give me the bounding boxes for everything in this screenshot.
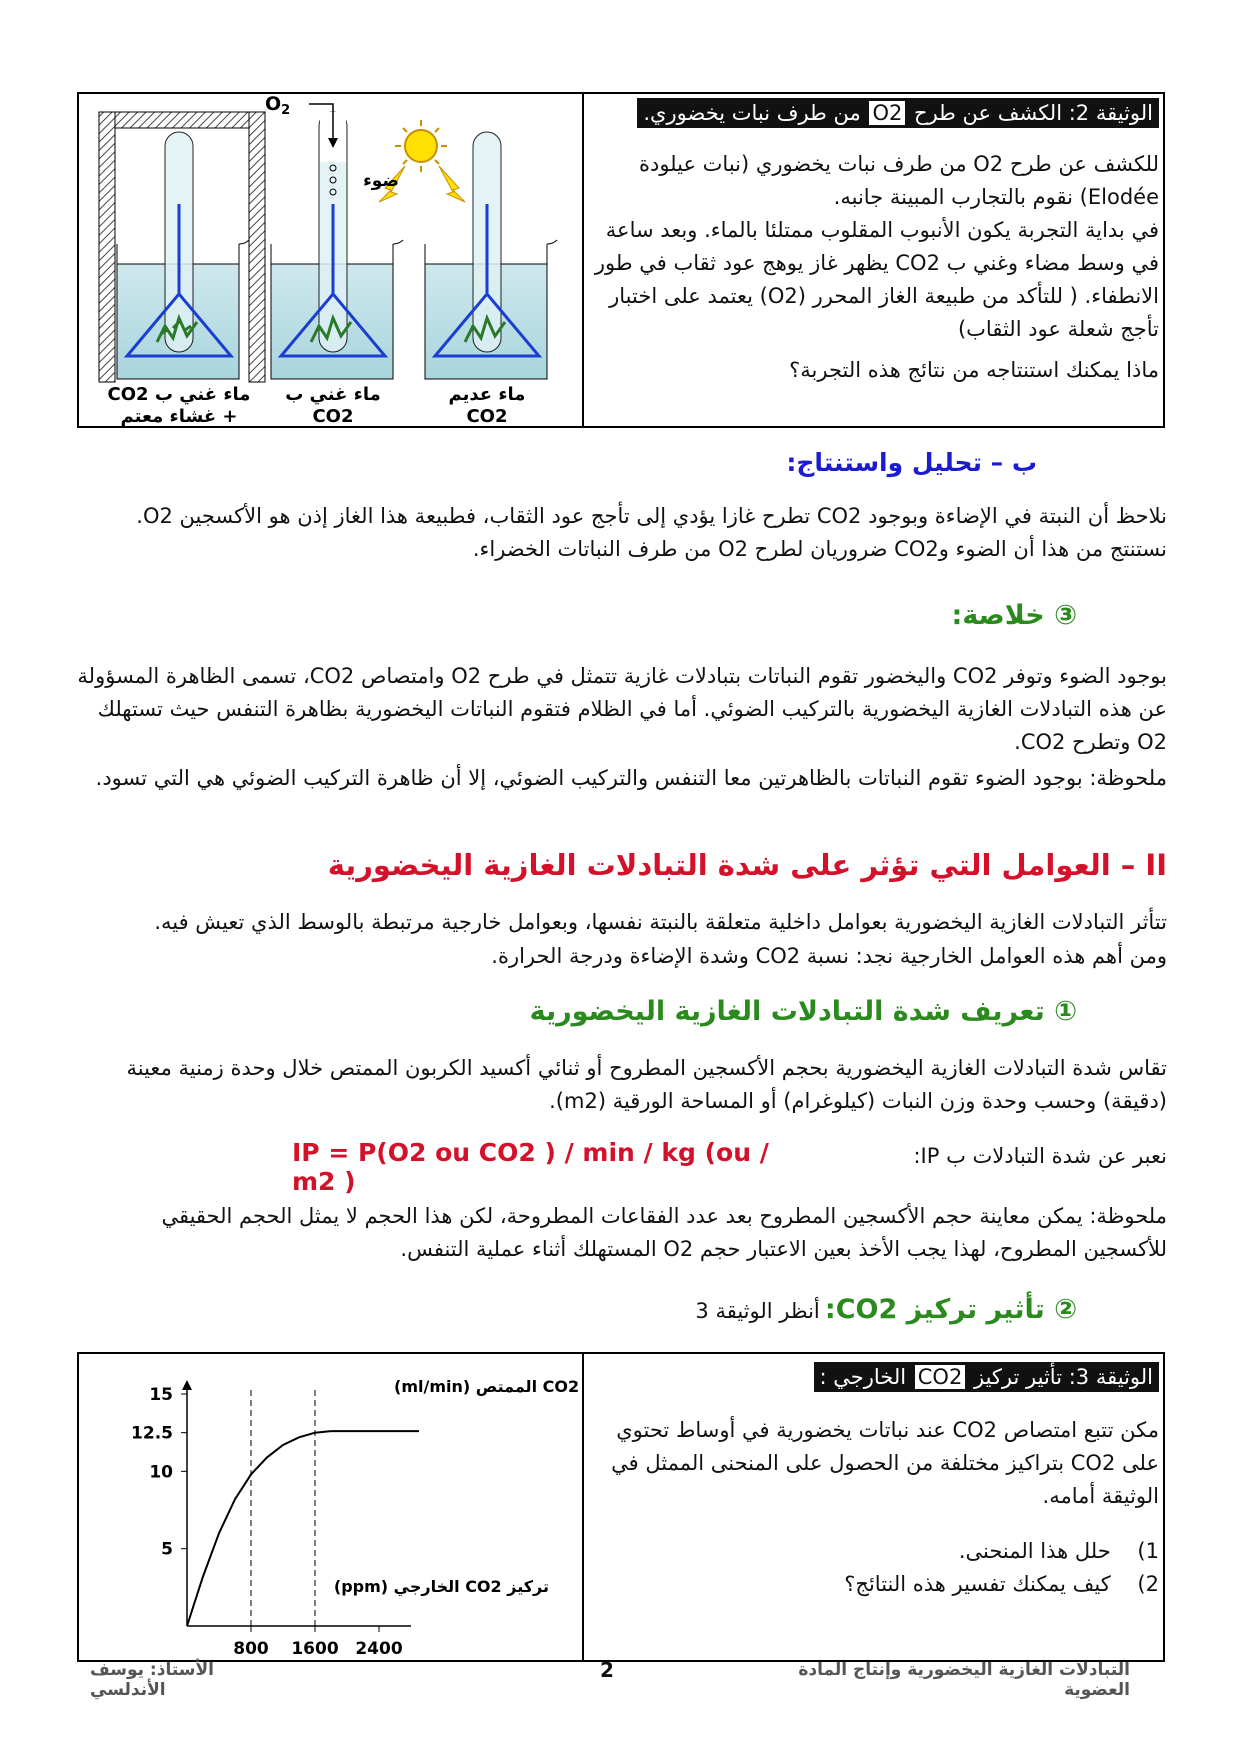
document-2-paragraph-2: في بداية التجربة يكون الأنبوب المقلوب ممتلئا بالماء. وبعد ساعة في وسط مضاء وغني ب CO2 يظهر غاز يوهج عود ثقاب في طور الانطفاء. ( للتأكد من طبيعة الغاز المحرر (O2) يعتمد على اختبار تأجج شعلة عود الثقاب)	[594, 218, 1159, 341]
caption-mid-2: CO2	[312, 406, 354, 427]
document-3-box	[77, 1352, 1165, 1662]
definition-text: تقاس شدة التبادلات الغازية اليخضورية بحجم الأكسجين المطروح أو ثنائي أكسيد الكربون الممتص خلال وحدة زمنية معينة (دقيقة) وحسب وحدة وزن النبات (كيلوغرام) أو المساحة الورقية (m2).	[126, 1056, 1167, 1113]
co2-absorption-chart	[79, 1354, 579, 1660]
section-2-paragraph-1: تتأثر التبادلات الغازية اليخضورية بعوامل داخلية متعلقة بالنبتة نفسها، وبعوامل خارجية مرتبطة بالوسط الذي تعيش فيه.	[154, 910, 1167, 934]
co2-absorption-curve	[187, 1431, 419, 1626]
see-document-3: أنظر الوثيقة 3	[695, 1299, 820, 1323]
footer-title: التبادلات الغازية اليخضورية وإنتاج المادة العضوية	[798, 1660, 1130, 1700]
y-axis-arrow	[182, 1380, 192, 1390]
caption-left-1: ماء غني ب CO2	[107, 384, 251, 405]
section-2-heading: II – العوامل التي تؤثر على شدة التبادلات الغازية اليخضورية	[327, 848, 1167, 882]
y-tick-label: 12.5	[131, 1423, 173, 1444]
beaker-middle	[271, 112, 403, 379]
experiment-figure	[87, 94, 582, 428]
co2-effect-heading: ② تأثير تركيز CO2:	[824, 1294, 1077, 1325]
document-2-title: الوثيقة 2: الكشف عن طرح O2 من طرف نبات يخضوري.	[637, 98, 1159, 128]
question-2: 2) كيف يمكنك تفسير هذه النتائج؟	[844, 1572, 1159, 1596]
formula-label: نعبر عن شدة التبادلات ب IP:	[913, 1144, 1167, 1168]
x-tick-label: 2400	[355, 1639, 403, 1659]
document-3-text: مكن تتبع امتصاص CO2 عند نباتات يخضورية في أوساط تحتوي على CO2 بتراكيز مختلفة من الحصول على المنحنى الممثل في الوثيقة أمامه.	[611, 1418, 1159, 1508]
analysis-heading: ب – تحليل واستنتاج:	[786, 448, 1037, 477]
caption-right-2: CO2	[466, 406, 508, 427]
x-tick-label: 800	[233, 1639, 269, 1659]
page-number: 2	[600, 1658, 614, 1682]
light-label: ضوء	[363, 171, 399, 191]
document-2-question: ماذا يمكنك استنتاجه من نتائج هذه التجربة؟	[789, 358, 1159, 382]
question-1: 1) حلل هذا المنحنى.	[958, 1539, 1159, 1563]
x-axis-label: تركيز CO2 الخارجي (ppm)	[333, 1577, 549, 1596]
document-2-paragraph-1: للكشف عن طرح O2 من طرف نبات يخضوري (نبات عيلودة Elodée) نقوم بالتجارب المبينة جانبه.	[638, 152, 1159, 209]
caption-mid-1: ماء غني ب	[285, 384, 381, 405]
definition-heading: ① تعريف شدة التبادلات الغازية اليخضورية	[529, 996, 1077, 1027]
analysis-text: نلاحظ أن النبتة في الإضاءة وبوجود CO2 تطرح غازا يؤدي إلى تأجج عود الثقاب، فطبيعة هذا الغاز إذن هو الأكسجين O2. نستنتج من هذا أن الضوء وCO2 ضروريان لطرح O2 من طرف النباتات الخضراء.	[136, 504, 1167, 561]
beaker-right	[425, 132, 557, 379]
ip-formula: IP = P(O2 ou CO2 ) / min / kg (ou / m2 )	[292, 1138, 769, 1196]
y-tick-label: 15	[149, 1385, 173, 1405]
y-tick-label: 10	[149, 1462, 173, 1483]
x-tick-label: 1600	[291, 1639, 339, 1659]
footer-author: الأستاذ: يوسف الأندلسي	[90, 1660, 214, 1700]
caption-right-1: ماء عديم	[448, 384, 526, 405]
document-2-box	[77, 92, 1165, 428]
beaker-left	[117, 132, 249, 379]
o2-label: $O_2$	[265, 94, 291, 118]
document-3-title: الوثيقة 3: تأثير تركيز CO2 الخارجي :	[814, 1362, 1159, 1392]
summary-text: بوجود الضوء وتوفر CO2 واليخضور تقوم النباتات بتبادلات غازية تتمثل في طرح O2 وامتصاص CO2، تسمى الظاهرة المسؤولة عن هذه التبادلات الغازية اليخضورية بالتركيب الضوئي. أما في الظلام فتقوم النباتات اليخضورية بظاهرة التنفس حيث تستهلك O2 وتطرح CO2.	[77, 664, 1167, 754]
caption-left-2: + غشاء معتم	[120, 406, 238, 427]
y-tick-label: 5	[161, 1539, 173, 1560]
section-2-paragraph-2: ومن أهم هذه العوامل الخارجية نجد: نسبة CO2 وشدة الإضاءة ودرجة الحرارة.	[491, 944, 1167, 968]
definition-note: ملحوظة: يمكن معاينة حجم الأكسجين المطروح بعد عدد الفقاعات المطروحة، لكن هذا الحجم لا يمثل الحجم الحقيقي للأكسجين المطروح، لهذا يجب الأخذ بعين الاعتبار حجم O2 المستهلك أثناء عملية التنفس.	[161, 1204, 1167, 1261]
summary-heading: ③ خلاصة:	[951, 600, 1077, 631]
y-axis-label: CO2 الممتص (ml/min)	[394, 1377, 579, 1396]
summary-note: ملحوظة: بوجود الضوء تقوم النباتات بالظاهرتين معا التنفس والتركيب الضوئي، إلا أن ظاهرة التركيب الضوئي هي التي تسود.	[95, 766, 1167, 790]
